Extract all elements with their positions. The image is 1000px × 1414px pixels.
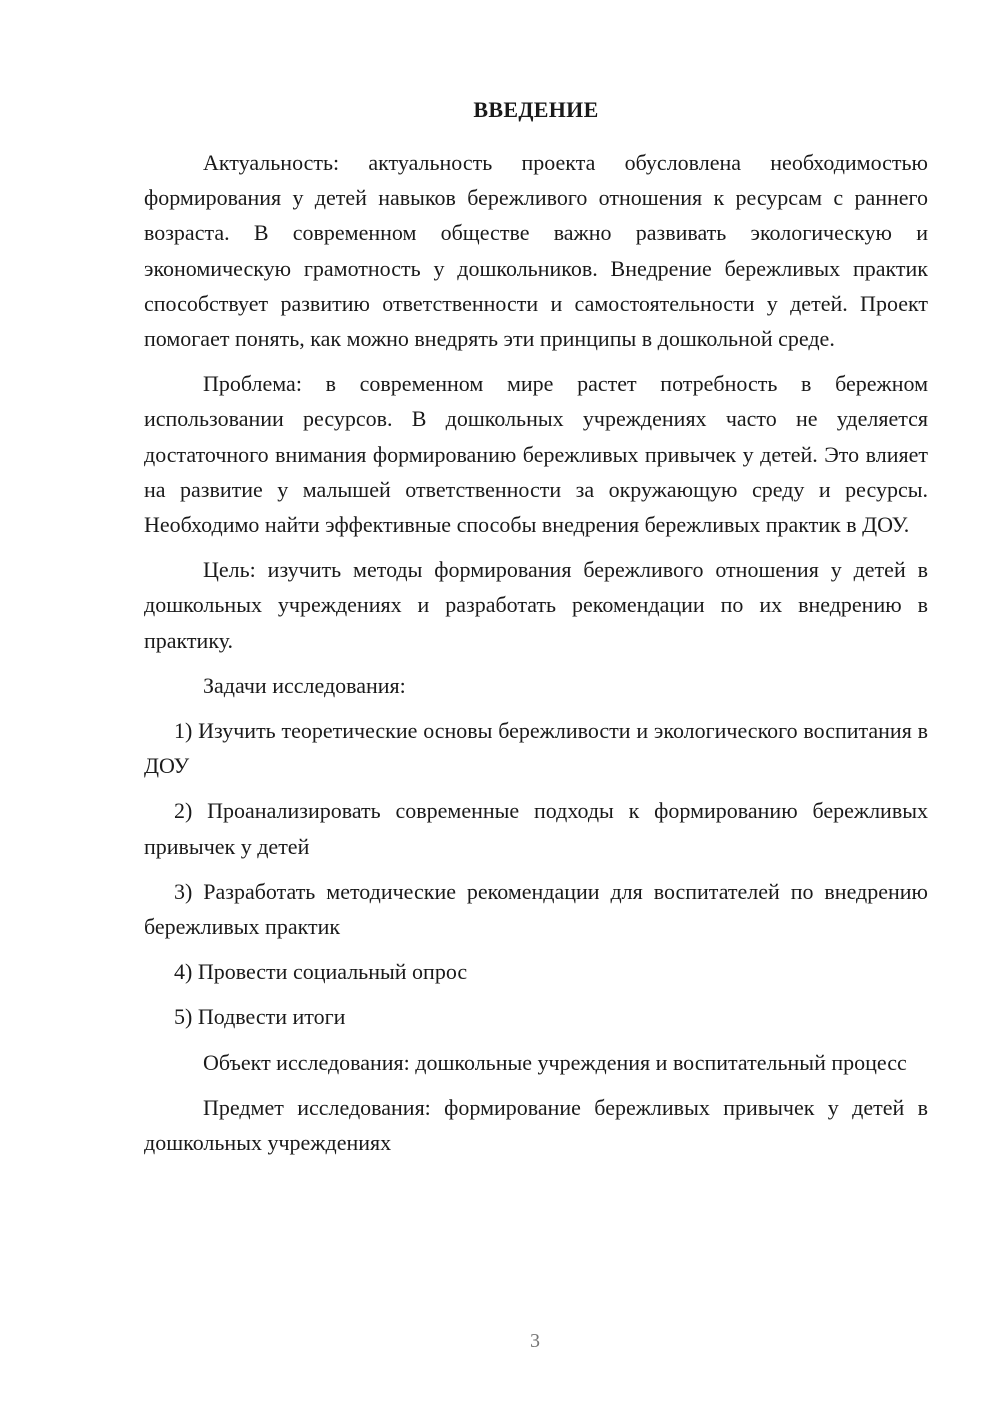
relevance-paragraph: Актуальность: актуальность проекта обусловлена необходимостью формирования у детей навыков бережливого отношения к ресурсам с раннего возраста. В современном обществе важно развивать экологическую и экономическую грамотность у дошкольников. Внедрение бережливых практик способствует развитию ответственности и самостоятельности у детей. Проект помогает понять, как можно внедрять эти принципы в дошкольной среде. (144, 150, 928, 352)
task-item: 3) Разработать методические рекомендации для воспитателей по внедрению бережливых практик (144, 878, 928, 940)
task-item: 1) Изучить теоретические основы бережливости и экологического воспитания в ДОУ (144, 718, 928, 779)
subject-paragraph: Предмет исследования: формирование бережливых привычек у детей в дошкольных учреждениях (144, 1094, 928, 1156)
object-paragraph: Объект исследования: дошкольные учреждения и воспитательный процесс (203, 1049, 907, 1075)
problem-paragraph: Проблема: в современном мире растет потребность в бережном использовании ресурсов. В дошкольных учреждениях часто не уделяется достаточного внимания формированию бережливых привычек у детей. Это влияет на развитие у малышей ответственности за окружающую среду и ресурсы. Необходимо найти эффективные способы внедрения бережливых практик в ДОУ. (144, 371, 928, 538)
goal-paragraph: Цель: изучить методы формирования бережливого отношения у детей в дошкольных учреждениях и разработать рекомендации по их внедрению в практику. (144, 557, 928, 653)
task-item: 5) Подвести итоги (174, 1004, 346, 1030)
tasks-heading: Задачи исследования: (203, 672, 406, 698)
task-item: 4) Провести социальный опрос (174, 959, 468, 985)
page-number: 3 (530, 1330, 540, 1352)
page-title: ВВЕДЕНИЕ (473, 97, 599, 122)
task-item: 2) Проанализировать современные подходы к формированию бережливых привычек у детей (144, 798, 928, 859)
document-page (144, 95, 928, 1170)
